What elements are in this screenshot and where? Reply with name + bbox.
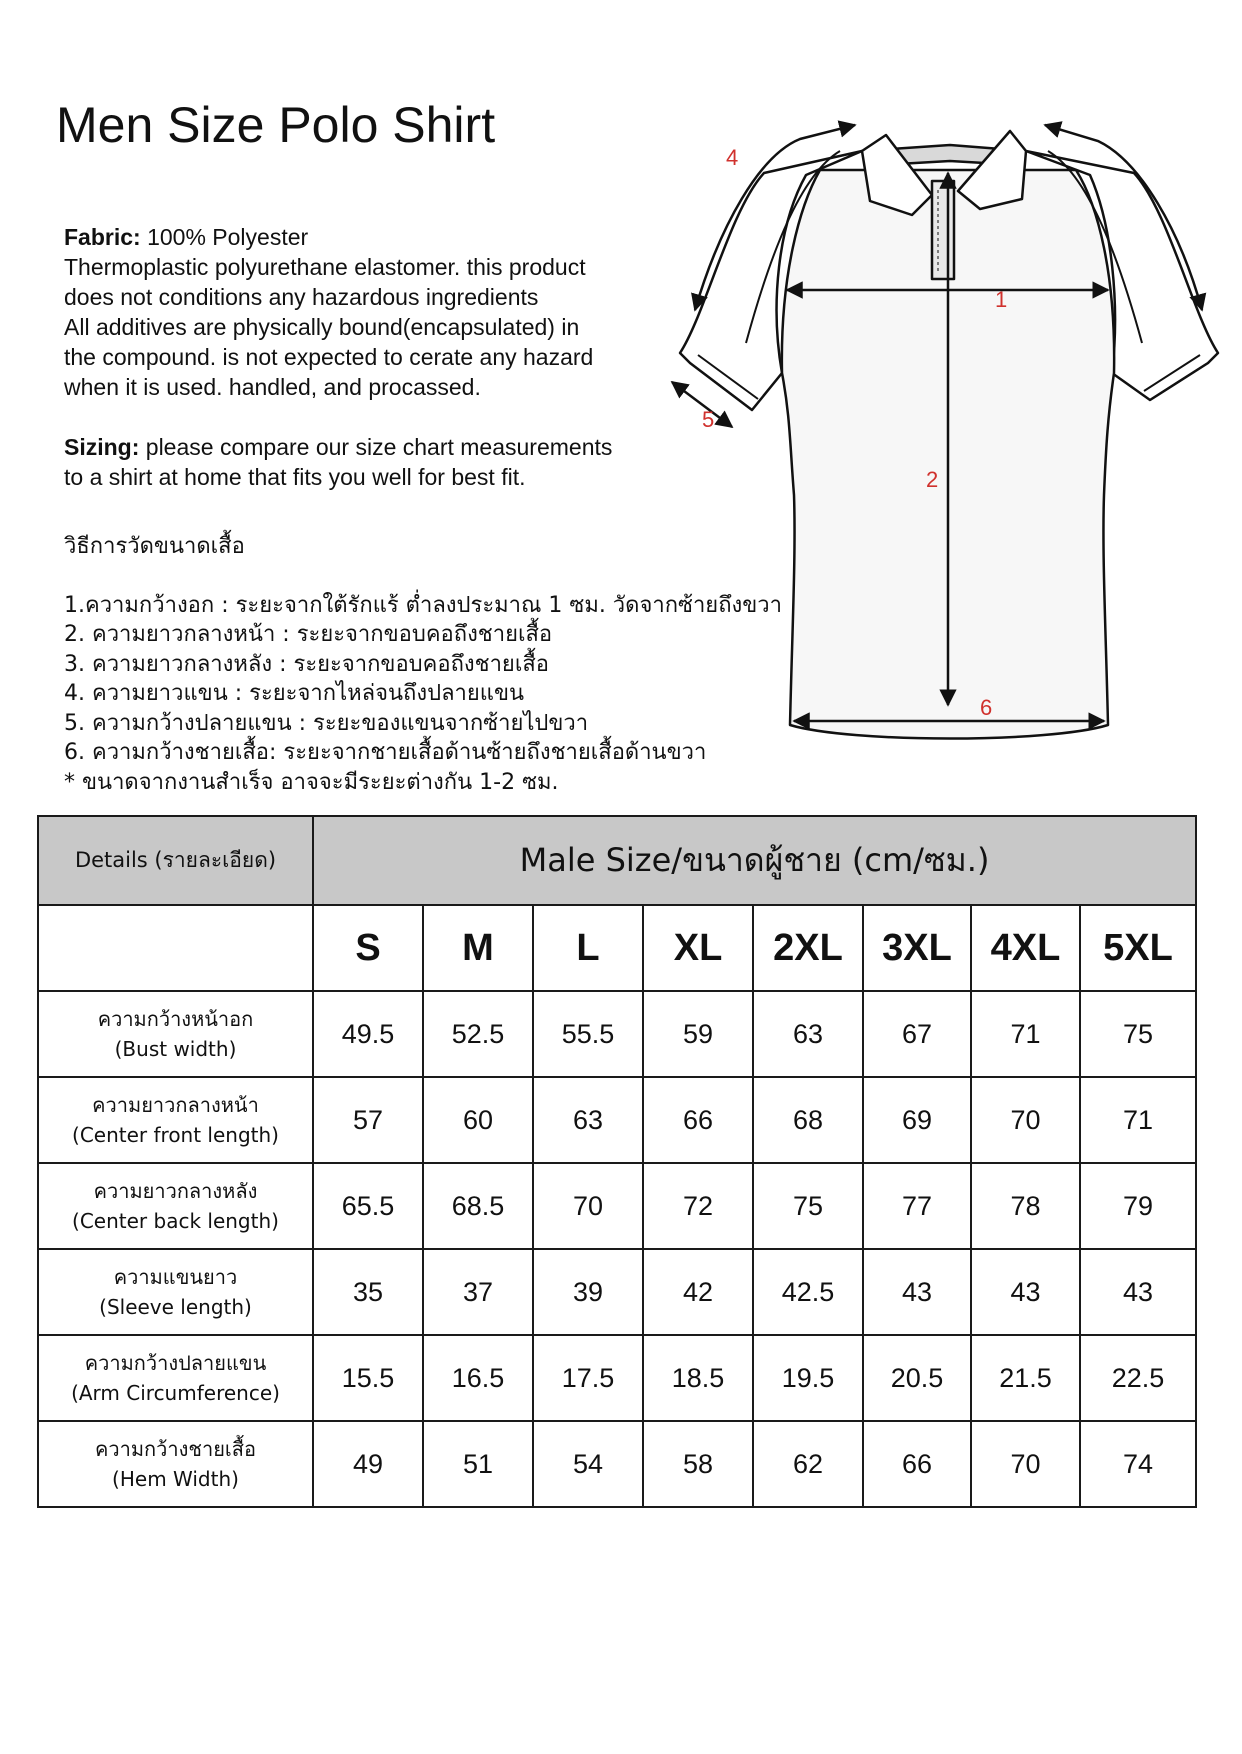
measurement-label-thai: ความกว้างหน้าอก [97, 1007, 254, 1031]
size-value-cell: 65.5 [313, 1163, 423, 1249]
size-s: S [313, 905, 423, 991]
size-value-cell: 75 [753, 1163, 863, 1249]
table-row [38, 1335, 1196, 1421]
size-value-cell: 39 [533, 1249, 643, 1335]
measurement-label-english: (Arm Circumference) [71, 1381, 280, 1405]
size-value-cell: 20.5 [863, 1335, 971, 1421]
size-value-cell: 55.5 [533, 991, 643, 1077]
measurement-label-thai: ความยาวกลางหน้า [92, 1093, 259, 1117]
diagram-label-2: 2 [926, 467, 939, 492]
size-3xl: 3XL [863, 905, 971, 991]
size-4xl: 4XL [971, 905, 1080, 991]
size-value-cell: 60 [423, 1077, 533, 1163]
diagram-label-6: 6 [980, 695, 993, 720]
instruction-step: 4. ความยาวแขน : ระยะจากไหล่จนถึงปลายแขน [64, 681, 525, 706]
size-value-cell: 79 [1080, 1163, 1196, 1249]
size-value-cell: 51 [423, 1421, 533, 1507]
fabric-label: Fabric: [64, 224, 141, 250]
sizing-label: Sizing: [64, 434, 140, 460]
size-value-cell: 52.5 [423, 991, 533, 1077]
size-value-cell: 43 [971, 1249, 1080, 1335]
size-value-cell: 63 [753, 991, 863, 1077]
size-chart-table [37, 815, 1197, 1508]
measurement-label [38, 1077, 313, 1163]
size-value-cell: 70 [533, 1163, 643, 1249]
fabric-detail-line: does not conditions any hazardous ingredients [64, 284, 539, 310]
size-value-cell: 70 [971, 1077, 1080, 1163]
table-row [38, 1163, 1196, 1249]
size-value-cell: 77 [863, 1163, 971, 1249]
sizing-text: please compare our size chart measurements [139, 434, 613, 460]
size-m: M [423, 905, 533, 991]
size-value-cell: 58 [643, 1421, 753, 1507]
polo-shirt-diagram [650, 115, 1242, 765]
fabric-detail-line: All additives are physically bound(encapsulated) in [64, 314, 580, 340]
instruction-step: 6. ความกว้างชายเสื้อ: ระยะจากชายเสื้อด้านซ้ายถึงชายเสื้อด้านขวา [64, 740, 707, 765]
diagram-label-5: 5 [702, 407, 715, 432]
male-size-header: Male Size/ขนาดผู้ชาย (cm/ซม.) [313, 816, 1196, 905]
size-value-cell: 57 [313, 1077, 423, 1163]
instructions-heading: วิธีการวัดขนาดเสื้อ [64, 534, 245, 559]
diagram-label-1: 1 [995, 287, 1008, 312]
size-value-cell: 70 [971, 1421, 1080, 1507]
sizing-line-2: to a shirt at home that fits you well for best fit. [64, 464, 526, 490]
diagram-label-4: 4 [726, 145, 739, 170]
measurement-label-thai: ความกว้างปลายแขน [84, 1351, 267, 1375]
measurement-label [38, 1249, 313, 1335]
measurement-label-english: (Sleeve length) [99, 1295, 252, 1319]
fabric-line [64, 222, 684, 252]
size-value-cell: 49 [313, 1421, 423, 1507]
fabric-detail-line: when it is used. handled, and procassed. [64, 374, 481, 400]
measurement-label [38, 1335, 313, 1421]
measurement-label [38, 1421, 313, 1507]
measurement-label-english: (Center front length) [72, 1123, 279, 1147]
size-5xl: 5XL [1080, 905, 1196, 991]
size-value-cell: 62 [753, 1421, 863, 1507]
size-value-cell: 42.5 [753, 1249, 863, 1335]
instruction-note: * ขนาดจากงานสำเร็จ อาจจะมีระยะต่างกัน 1-2 ซม. [64, 769, 559, 795]
table-header-row [38, 816, 1196, 905]
size-value-cell: 78 [971, 1163, 1080, 1249]
size-value-cell: 66 [863, 1421, 971, 1507]
table-row [38, 991, 1196, 1077]
size-value-cell: 42 [643, 1249, 753, 1335]
fabric-detail-line: Thermoplastic polyurethane elastomer. this product [64, 254, 586, 280]
size-value-cell: 59 [643, 991, 753, 1077]
table-body [38, 991, 1196, 1507]
measurement-label [38, 1163, 313, 1249]
fabric-detail-line: the compound. is not expected to cerate any hazard [64, 344, 594, 370]
size-value-cell: 49.5 [313, 991, 423, 1077]
size-value-cell: 37 [423, 1249, 533, 1335]
size-value-cell: 71 [1080, 1077, 1196, 1163]
size-value-cell: 16.5 [423, 1335, 533, 1421]
instruction-step: 2. ความยาวกลางหน้า : ระยะจากขอบคอถึงชายเสื้อ [64, 622, 553, 647]
instruction-step: 5. ความกว้างปลายแขน : ระยะของแขนจากซ้ายไปขวา [64, 710, 589, 736]
size-value-cell: 68.5 [423, 1163, 533, 1249]
size-value-cell: 72 [643, 1163, 753, 1249]
instruction-step: 1.ความกว้างอก : ระยะจากใต้รักแร้ ต่ำลงประมาณ 1 ซม. วัดจากซ้ายถึงขวา [64, 592, 782, 618]
table-row [38, 1249, 1196, 1335]
size-value-cell: 63 [533, 1077, 643, 1163]
product-description [64, 222, 684, 492]
size-2xl: 2XL [753, 905, 863, 991]
size-value-cell: 43 [1080, 1249, 1196, 1335]
size-value-cell: 15.5 [313, 1335, 423, 1421]
sizing-line [64, 432, 684, 462]
empty-cell [38, 905, 313, 991]
size-value-cell: 66 [643, 1077, 753, 1163]
size-value-cell: 19.5 [753, 1335, 863, 1421]
measurement-label-thai: ความกว้างชายเสื้อ [95, 1437, 256, 1461]
placket [932, 181, 954, 279]
measurement-label-english: (Bust width) [114, 1037, 237, 1061]
table-row [38, 1077, 1196, 1163]
measurement-label-thai: ความยาวกลางหลัง [93, 1179, 258, 1203]
size-value-cell: 67 [863, 991, 971, 1077]
size-l: L [533, 905, 643, 991]
size-value-cell: 75 [1080, 991, 1196, 1077]
size-value-cell: 22.5 [1080, 1335, 1196, 1421]
instruction-step: 3. ความยาวกลางหลัง : ระยะจากขอบคอถึงชายเสื้อ [64, 651, 549, 677]
size-value-cell: 35 [313, 1249, 423, 1335]
size-row [38, 905, 1196, 991]
fabric-value: 100% Polyester [140, 224, 309, 250]
measurement-label-english: (Hem Width) [112, 1467, 239, 1491]
size-value-cell: 71 [971, 991, 1080, 1077]
details-header: Details (รายละเอียด) [38, 816, 313, 905]
measurement-label [38, 991, 313, 1077]
measurement-label-english: (Center back length) [72, 1209, 279, 1233]
page-title: Men Size Polo Shirt [56, 97, 496, 153]
size-value-cell: 21.5 [971, 1335, 1080, 1421]
size-value-cell: 54 [533, 1421, 643, 1507]
size-value-cell: 69 [863, 1077, 971, 1163]
size-value-cell: 18.5 [643, 1335, 753, 1421]
size-xl: XL [643, 905, 753, 991]
size-value-cell: 17.5 [533, 1335, 643, 1421]
table-row [38, 1421, 1196, 1507]
measurement-label-thai: ความแขนยาว [113, 1265, 238, 1289]
size-value-cell: 68 [753, 1077, 863, 1163]
size-value-cell: 74 [1080, 1421, 1196, 1507]
size-value-cell: 43 [863, 1249, 971, 1335]
